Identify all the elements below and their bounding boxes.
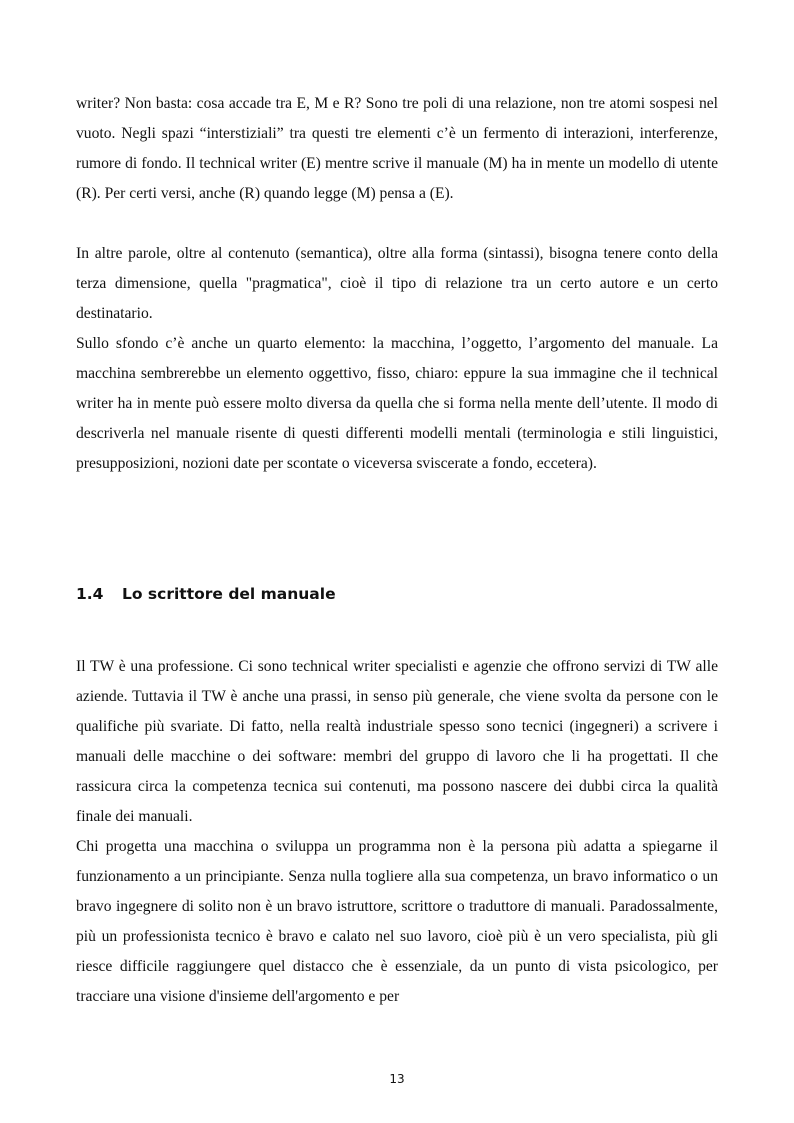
section-title: Lo scrittore del manuale — [122, 585, 336, 603]
body-paragraph: writer? Non basta: cosa accade tra E, M e R? Sono tre poli di una relazione, non tre atomi sospesi nel vuoto. Negli spazi “interstiziali” tra questi tre elementi c’è un fermento di interazioni, interferenze, rumore di fondo. Il technical writer (E) mentre scrive il manuale (M) ha in mente un modello di utente (R). Per certi versi, anche (R) quando legge (M) pensa a (E). — [76, 95, 718, 202]
body-paragraph: Sullo sfondo c’è anche un quarto elemento: la macchina, l’oggetto, l’argomento del manuale. La macchina sembrerebbe un elemento oggettivo, fisso, chiaro: eppure la sua immagine che il technical writer ha in mente può essere molto diversa da quella che si forma nella mente dell’utente. Il modo di descriverla nel manuale risente di questi differenti modelli mentali (terminologia e stili linguistici, presupposizioni, nozioni date per scontate o viceversa sviscerate a fondo, eccetera). — [76, 335, 718, 472]
section-heading — [76, 585, 336, 603]
page-number: 13 — [389, 1072, 405, 1086]
body-paragraph: Chi progetta una macchina o sviluppa un programma non è la persona più adatta a spiegarne il funzionamento a un principiante. Senza nulla togliere alla sua competenza, un bravo informatico o un bravo ingegnere di solito non è un bravo istruttore, scrittore o traduttore di manuali. Paradossalmente, più un professionista tecnico è bravo e calato nel suo lavoro, cioè più è un vero specialista, più gli riesce difficile raggiungere quel distacco che è essenziale, da un punto di vista psicologico, per tracciare una visione d'insieme dell'argomento e per — [76, 838, 718, 1005]
body-paragraph: Il TW è una professione. Ci sono technical writer specialisti e agenzie che offrono servizi di TW alle aziende. Tuttavia il TW è anche una prassi, in senso più generale, che viene svolta da persone con le qualifiche più svariate. Di fatto, nella realtà industriale spesso sono tecnici (ingegneri) a scrivere i manuali delle macchine o dei software: membri del gruppo di lavoro che li ha progettati. Il che rassicura circa la competenza tecnica sui contenuti, ma possono nascere dei dubbi circa la qualità finale dei manuali. — [76, 658, 718, 825]
section-number: 1.4 — [76, 585, 104, 603]
body-paragraph: In altre parole, oltre al contenuto (semantica), oltre alla forma (sintassi), bisogna tenere conto della terza dimensione, quella "pragmatica", cioè il tipo di relazione tra un certo autore e un certo destinatario. — [76, 245, 718, 322]
